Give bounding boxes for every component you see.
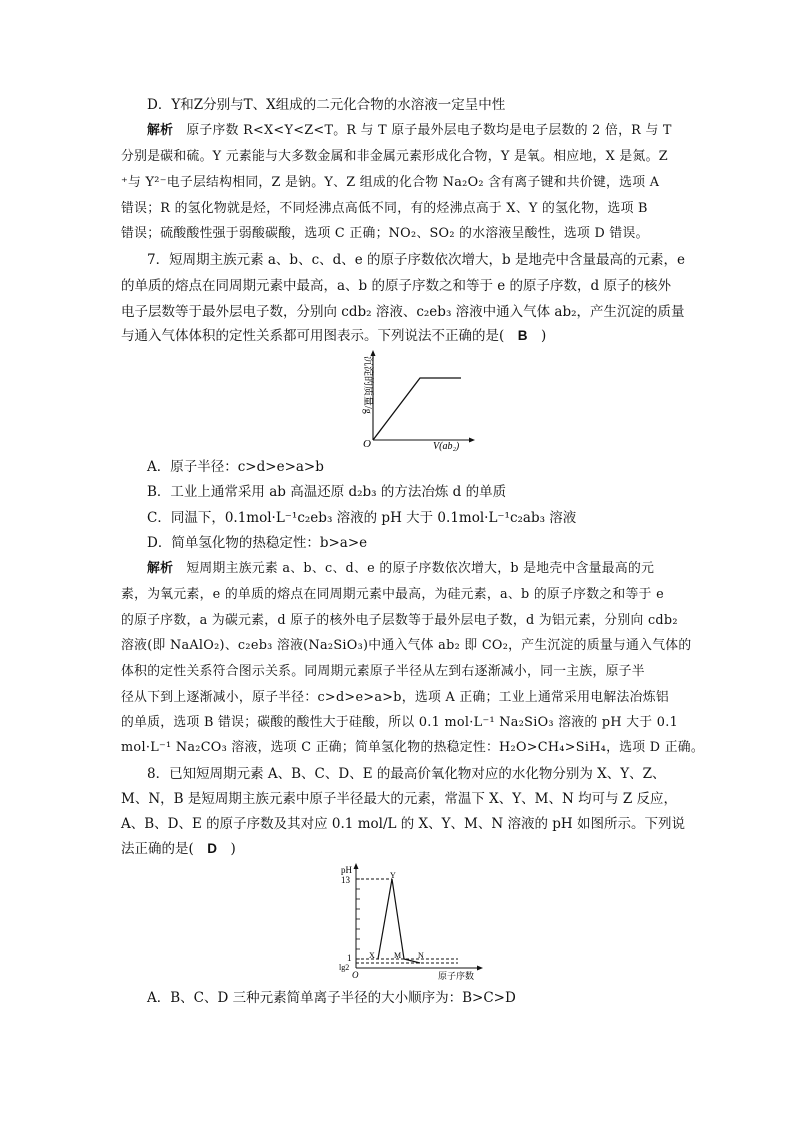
q7-option-a: A．原子半径：c>d>e>a>b [147,459,324,475]
sol6-line-4: 错误；R 的氢化物就是烃，不同烃沸点高低不同，有的烃沸点高于 X、Y 的氢化物，选项 B [121,201,648,216]
q8-chart [328,860,488,982]
q8-answer: D [207,841,218,856]
q7-chart [345,348,475,452]
q8-tick-13: 13 [341,875,350,885]
q8-stem-3: A、B、D、E 的原子序数及其对应 0.1 mol/L 的 X、Y、M、N 溶液的 pH 如图所示。下列说 [121,816,685,832]
q8-tick-lg2: lg2 [339,963,350,972]
q8-point-x: X [369,951,375,960]
q8-stem-4: 法正确的是( D ) [121,841,236,857]
q7-origin: O [363,438,371,450]
q7-stem-3: 电子层数等于最外层电子数，分别向 cdb₂ 溶液、c₂eb₃ 溶液中通入气体 ab₂，产生沉淀的质量 [121,304,685,320]
q7-series-line [373,378,461,440]
q7-answer: B [517,328,528,343]
sol6-label: 解析 [147,123,174,138]
sol7-line-5: 体积的定性关系符合图示关系。同周期元素原子半径从左到右逐渐减小，同一主族，原子半 [121,664,645,679]
sol7-line-6: 径从下到上逐渐减小，原子半径：c>d>e>a>b，选项 A 正确；工业上通常采用电解法冶炼铝 [121,690,669,705]
q8-point-y: Y [390,871,396,880]
q8-point-n: N [418,951,424,960]
sol6-line-5: 错误；硫酸酸性强于弱酸碳酸，选项 C 正确；NO₂、SO₂ 的水溶液呈酸性，选项 D 错误。 [121,226,649,241]
sol7-line-4: 溶液(即 NaAlO₂)、c₂eb₃ 溶液(Na₂SiO₃)中通入气体 ab₂ 即 CO₂，产生沉淀的质量与通入气体的 [121,638,692,653]
q6-option-d: D．Y和Z分别与T、X组成的二元化合物的水溶液一定呈中性 [147,97,506,113]
q7-option-b: B．工业上通常采用 ab 高温还原 d₂b₃ 的方法冶炼 d 的单质 [147,484,507,500]
sol6-line-1: 解析 原子序数 R<X<Y<Z<T。R 与 T 原子最外层电子数均是电子层数的 2 倍，R 与 T [147,123,672,138]
sol6-line-3: ⁺与 Y²⁻电子层结构相同，Z 是钠。Y、Z 组成的化合物 Na₂O₂ 含有离子键和共价键，选项 A [121,175,660,190]
q8-point-m: M [394,951,402,960]
q7-option-c: C．同温下，0.1mol·L⁻¹c₂eb₃ 溶液的 pH 大于 0.1mol·L⁻¹c₂ab₃ 溶液 [147,510,577,526]
q8-stem-2: M、N，B 是短周期主族元素中原子半径最大的元素，常温下 X、Y、M、N 均可与 Z 反应， [121,791,678,807]
q8-y-arrow [354,863,359,869]
sol7-line-2: 素，为氧元素，e 的单质的熔点在同周期元素中最高，为硅元素，a、b 的原子序数之和等于 e [121,587,664,602]
sol6-line-2: 分别是碳和硫。Y 元素能与大多数金属和非金属元素形成化合物，Y 是氧。相应地，X 是氮。Z [121,149,668,164]
q8-x-arrow [477,966,483,971]
q7-option-d: D．简单氢化物的热稳定性：b>a>e [147,535,368,551]
q8-option-a: A．B、C、D 三种元素简单离子半径的大小顺序为：B>C>D [147,990,516,1006]
q7-x-label: V(ab₂) [433,441,460,452]
q8-tick-1: 1 [347,953,352,963]
sol7-line-8: mol·L⁻¹ Na₂CO₃ 溶液，选项 C 正确；简单氢化物的热稳定性：H₂O>CH₄>SiH₄，选项 D 正确。 [121,740,704,755]
q7-stem-4: 与通入气体体积的定性关系都可用图表示。下列说法不正确的是( B ) [121,328,547,344]
q8-origin: O [352,970,359,980]
q7-x-arrow [469,438,475,443]
sol7-line-7: 的单质，选项 B 错误；碳酸的酸性大于硅酸，所以 0.1 mol·L⁻¹ Na₂SiO₃ 溶液的 pH 大于 0.1 [121,715,679,730]
sol7-label: 解析 [147,561,174,576]
q8-stem-1: 8．已知短周期元素 A、B、C、D、E 的最高价氧化物对应的水化物分别为 X、Y、Z、 [147,766,666,782]
q8-y-label: pH [341,865,352,875]
q8-x-label: 原子序数 [438,971,475,981]
q8-y-ticks [356,879,360,959]
q7-y-label: 沉淀的质量/g [362,356,373,414]
sol7-line-3: 的原子序数，a 为碳元素，d 原子的核外电子层数等于最外层电子数，d 为铝元素，分别向 cdb₂ [121,613,678,628]
q7-stem-2: 的单质的熔点在同周期元素中最高，a、b 的原子序数之和等于 e 的原子序数，d 原子的核外 [121,278,671,294]
sol7-line-1: 解析 短周期主族元素 a、b、c、d、e 的原子序数依次增大，b 是地壳中含量最高的元 [147,561,655,576]
q7-stem-1: 7．短周期主族元素 a、b、c、d、e 的原子序数依次增大，b 是地壳中含量最高的元素，e [147,252,685,268]
